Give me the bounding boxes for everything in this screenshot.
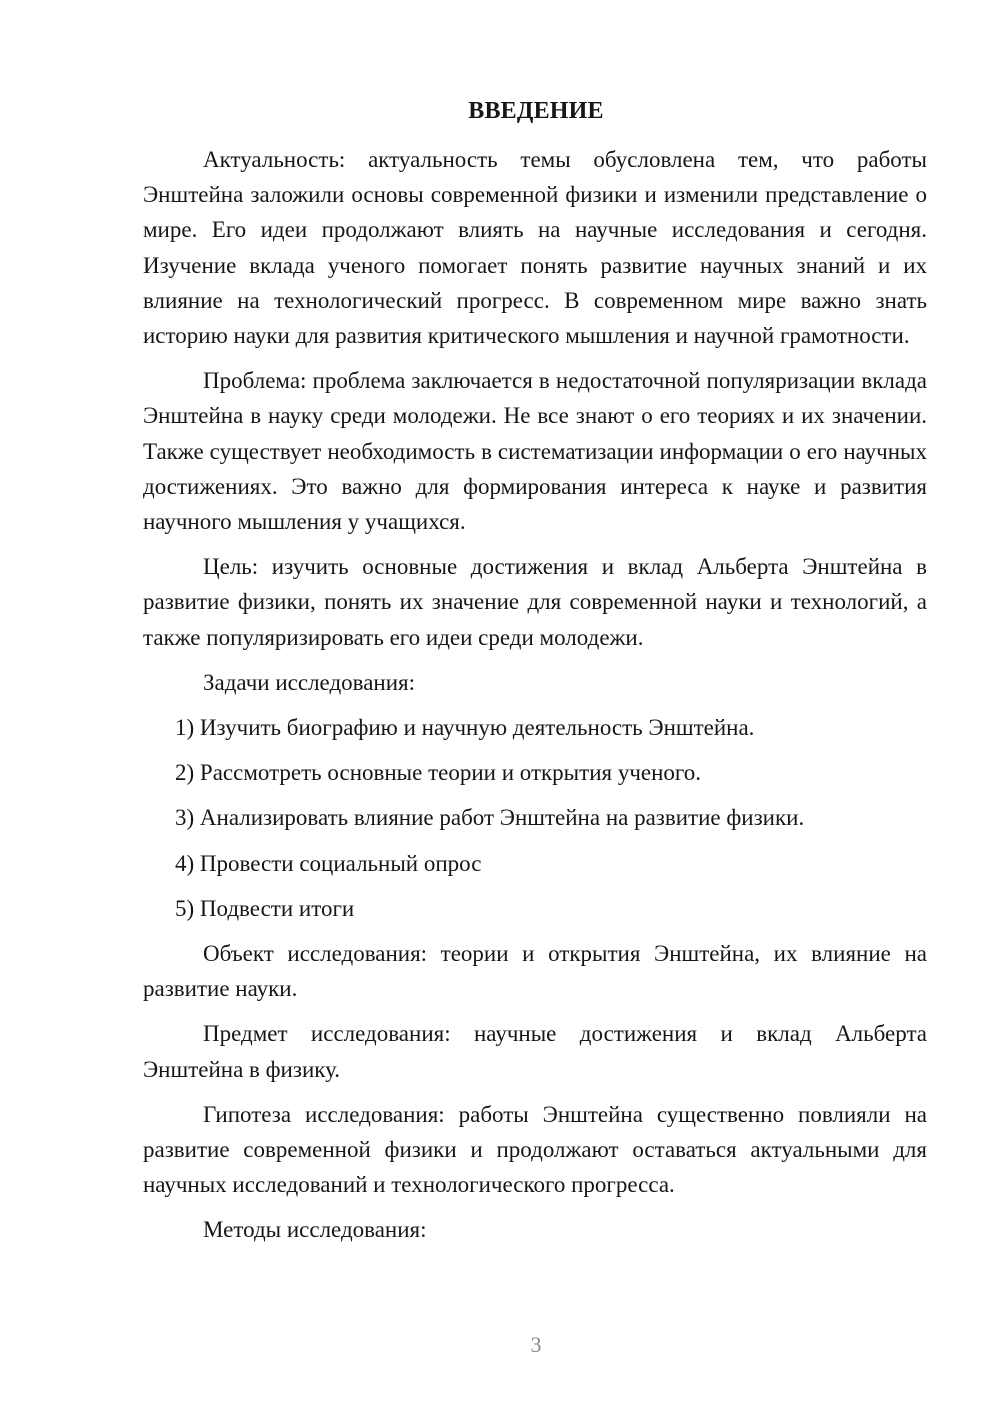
list-item: 2) Рассмотреть основные теории и открытия ученого. bbox=[175, 760, 702, 786]
list-item: 5) Подвести итоги bbox=[175, 895, 355, 921]
goal-paragraph: Цель: изучить основные достижения и вклад Альберта Энштейна в развитие физики, понять их значение для современной науки и технологий, а также популяризировать его идеи среди молодежи. bbox=[143, 554, 927, 650]
subject-paragraph: Предмет исследования: научные достижения и вклад Альберта Энштейна в физику. bbox=[143, 1021, 927, 1082]
tasks-list bbox=[143, 710, 927, 926]
list-item: 1) Изучить биографию и научную деятельность Энштейна. bbox=[175, 715, 755, 741]
document-body bbox=[143, 142, 927, 1258]
tasks-heading: Задачи исследования: bbox=[203, 669, 416, 695]
problem-paragraph: Проблема: проблема заключается в недостаточной популяризации вклада Энштейна в науку среди молодежи. Не все знают о его теориях и их значении. Также существует необходимость в систематизации информации о его научных достижениях. Это важно для формирования интереса к науке и развития научного мышления у учащихся. bbox=[143, 368, 927, 535]
page-number: 3 bbox=[530, 1332, 542, 1357]
list-item: 3) Анализировать влияние работ Энштейна на развитие физики. bbox=[175, 805, 805, 831]
page-title: ВВЕДЕНИЕ bbox=[468, 98, 604, 124]
relevance-paragraph: Актуальность: актуальность темы обусловлена тем, что работы Энштейна заложили основы современной физики и изменили представление о мире. Его идеи продолжают влиять на научные исследования и сегодня. Изучение вклада ученого помогает понять развитие научных знаний и их влияние на технологический прогресс. В современном мире важно знать историю науки для развития критического мышления и научной грамотности. bbox=[143, 147, 927, 349]
list-item: 4) Провести социальный опрос bbox=[175, 850, 482, 876]
object-paragraph: Объект исследования: теории и открытия Энштейна, их влияние на развитие науки. bbox=[143, 941, 927, 1002]
methods-heading: Методы исследования: bbox=[203, 1217, 427, 1243]
hypothesis-paragraph: Гипотеза исследования: работы Энштейна существенно повлияли на развитие современной физики и продолжают оставаться актуальными для научных исследований и технологического прогресса. bbox=[143, 1101, 927, 1198]
